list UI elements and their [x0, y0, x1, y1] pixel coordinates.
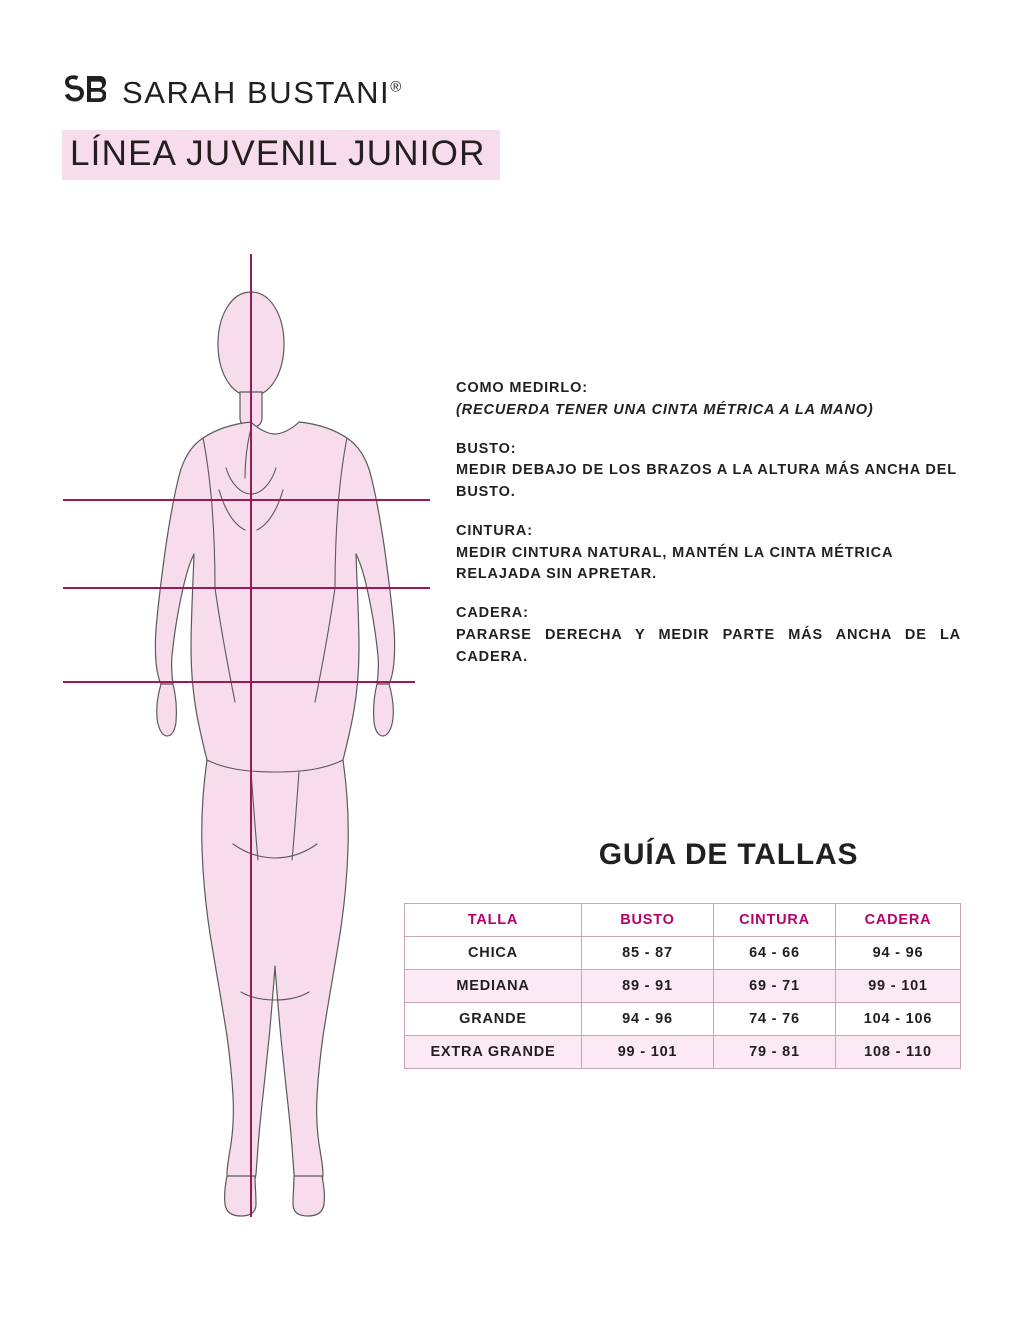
instruction-heading: CADERA:: [456, 605, 529, 621]
cell-bust: 99 - 101: [582, 1036, 714, 1069]
instruction-body: MEDIR CINTURA NATURAL, MANTÉN LA CINTA MÉTRICA RELAJADA SIN APRETAR.: [456, 544, 893, 583]
column-header-cadera: CADERA: [836, 904, 961, 937]
cell-waist: 64 - 66: [714, 937, 836, 970]
brand-header: [62, 72, 401, 114]
cell-hip: 99 - 101: [836, 970, 961, 1003]
table-row: [405, 1036, 961, 1069]
brand-name-text: SARAH BUSTANI: [122, 75, 391, 110]
registered-mark: ®: [390, 78, 402, 96]
table-row: [405, 970, 961, 1003]
table-row: [405, 937, 961, 970]
instruction-heading: BUSTO:: [456, 440, 517, 457]
instruction-body: PARARSE DERECHA Y MEDIR PARTE MÁS ANCHA DE LA CADERA.: [456, 626, 961, 665]
table-row: [405, 1003, 961, 1036]
cell-bust: 85 - 87: [582, 937, 714, 970]
instruction-subtext: (RECUERDA TENER UNA CINTA MÉTRICA A LA MANO): [456, 401, 874, 418]
cell-waist: 79 - 81: [714, 1036, 836, 1069]
page-title-text: LÍNEA JUVENIL JUNIOR: [70, 134, 486, 173]
cell-hip: 104 - 106: [836, 1003, 961, 1036]
cell-bust: 89 - 91: [582, 970, 714, 1003]
instruction-how-to-measure: [456, 378, 961, 422]
page-title: [62, 130, 500, 180]
cell-size: GRANDE: [405, 1003, 582, 1036]
instruction-hip: [456, 603, 961, 668]
cell-hip: 108 - 110: [836, 1036, 961, 1069]
instruction-waist: [456, 521, 961, 586]
cell-size: EXTRA GRANDE: [405, 1036, 582, 1069]
instruction-bust: [456, 439, 961, 504]
cell-size: CHICA: [405, 937, 582, 970]
size-guide-table: [404, 903, 961, 1069]
cell-size: MEDIANA: [405, 970, 582, 1003]
cell-hip: 94 - 96: [836, 937, 961, 970]
cell-waist: 69 - 71: [714, 970, 836, 1003]
body-figure-diagram: [55, 232, 485, 1232]
measuring-instructions: [456, 378, 961, 668]
instruction-body: MEDIR DEBAJO DE LOS BRAZOS A LA ALTURA MÁS ANCHA DEL BUSTO.: [456, 462, 957, 500]
sb-monogram-icon: [62, 72, 106, 114]
size-guide-title: GUÍA DE TALLAS: [598, 838, 859, 871]
column-header-cintura: CINTURA: [714, 904, 836, 937]
brand-name: [122, 75, 401, 111]
instruction-heading: CINTURA:: [456, 522, 533, 539]
cell-waist: 74 - 76: [714, 1003, 836, 1036]
column-header-talla: TALLA: [405, 904, 582, 937]
instruction-heading: COMO MEDIRLO:: [456, 380, 588, 396]
cell-bust: 94 - 96: [582, 1003, 714, 1036]
column-header-busto: BUSTO: [582, 904, 714, 937]
table-header-row: [405, 904, 961, 937]
